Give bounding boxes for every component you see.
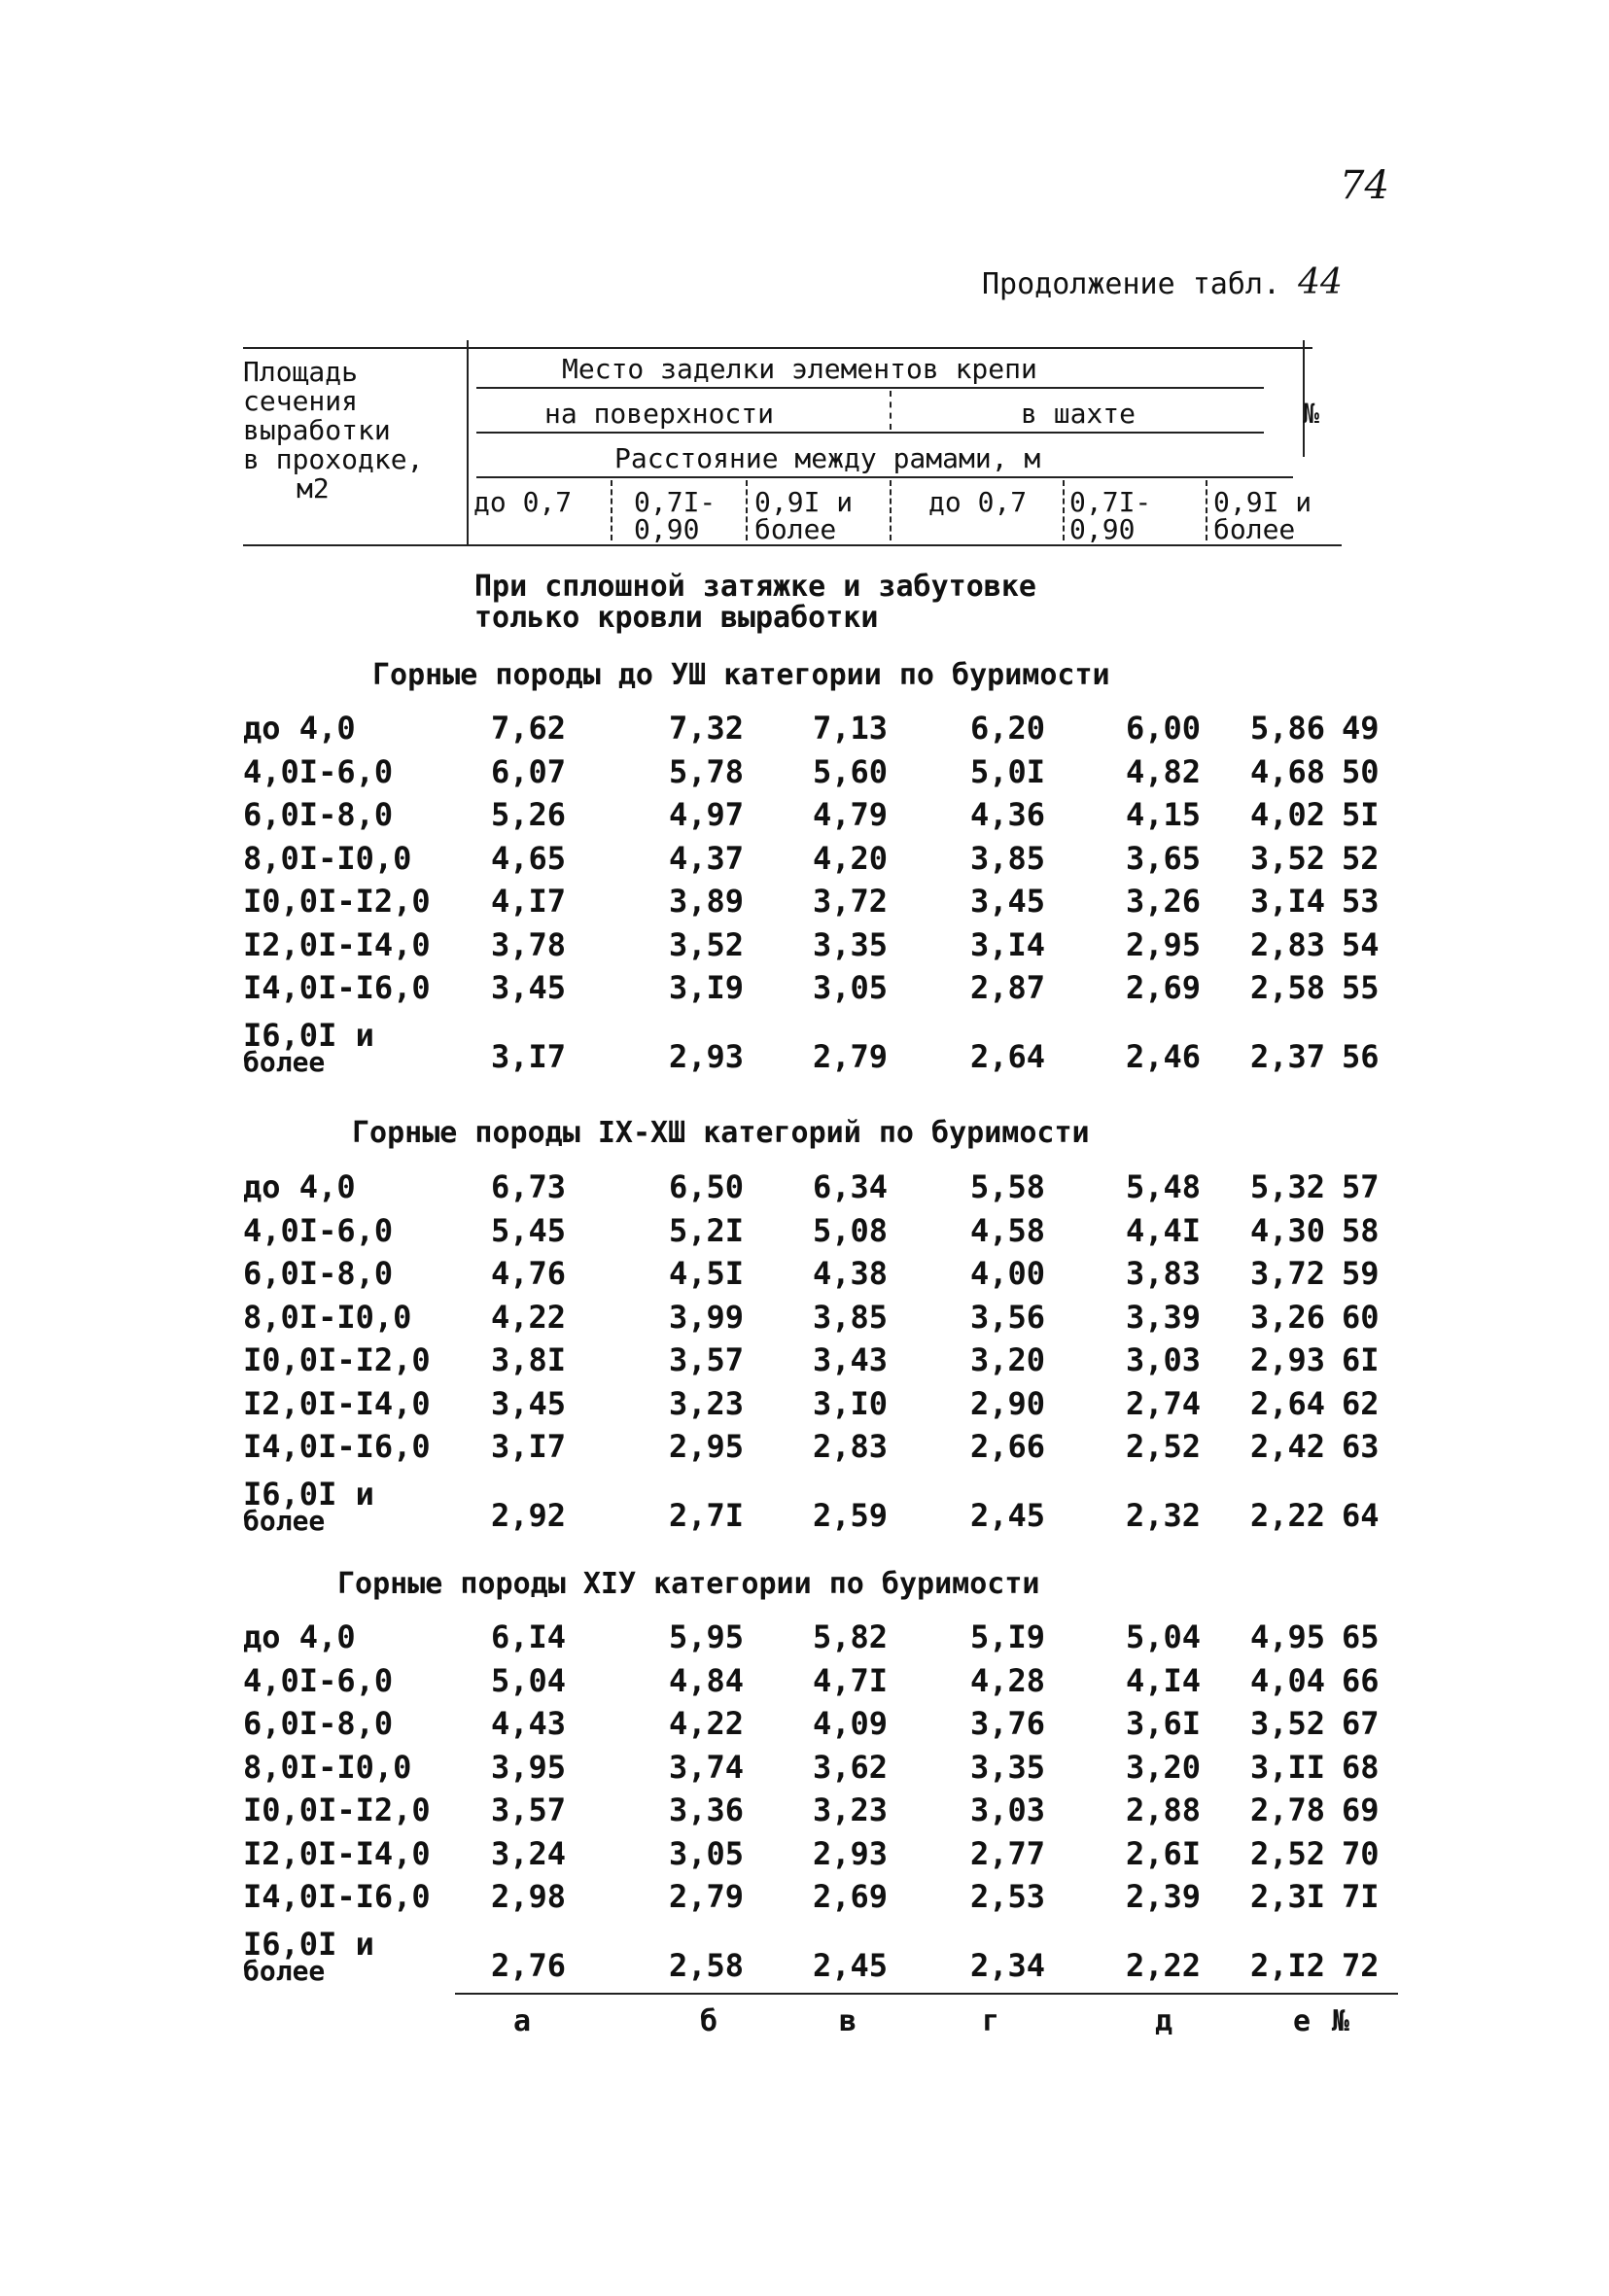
table-row — [0, 1618, 1609, 1657]
cell-value: 3,23 — [813, 1792, 889, 1828]
cell-value: 3,85 — [813, 1299, 889, 1336]
table-row — [0, 1212, 1609, 1251]
cell-value: 3,95 — [491, 1749, 567, 1786]
cell-value: 2,90 — [970, 1385, 1046, 1422]
cell-value: 2,58 — [1250, 969, 1326, 1006]
table-row — [0, 710, 1609, 748]
table-row — [0, 883, 1609, 922]
row-label: I4,0I-I6,0 — [243, 969, 431, 1006]
row-label: 6,0I-8,0 — [243, 1705, 394, 1742]
cell-value: 2,87 — [970, 969, 1046, 1006]
cell-value: 4,09 — [813, 1705, 889, 1742]
row-label: I0,0I-I2,0 — [243, 1341, 431, 1378]
row-label: 6,0I-8,0 — [243, 1255, 394, 1292]
cell-value: 3,65 — [1126, 840, 1202, 877]
cell-value: 2,52 — [1126, 1428, 1202, 1465]
cell-value: 4,79 — [813, 796, 889, 833]
row-number: 69 — [1342, 1792, 1380, 1828]
row-number: 70 — [1342, 1835, 1380, 1872]
table-continuation — [982, 262, 1343, 302]
table-row — [0, 1168, 1609, 1207]
cell-value: 5,2I — [669, 1212, 745, 1249]
cell-value: 2,98 — [491, 1878, 567, 1915]
cell-value: 4,38 — [813, 1255, 889, 1292]
cell-value: 3,35 — [813, 926, 889, 963]
cell-value: 2,93 — [1250, 1341, 1326, 1378]
row-label: до 4,0 — [243, 1168, 356, 1205]
cell-value: 5,82 — [813, 1618, 889, 1655]
cell-value: 4,I7 — [491, 883, 567, 920]
cell-value: 3,72 — [1250, 1255, 1326, 1292]
cell-value: 3,I7 — [491, 1428, 567, 1465]
cell-value: 2,69 — [813, 1878, 889, 1915]
cell-value: 6,50 — [669, 1168, 745, 1205]
col-a-header: до 0,7 — [473, 486, 573, 518]
row-label: I0,0I-I2,0 — [243, 883, 431, 920]
area-label: Площадь сечения выработки в проходке, м2 — [243, 356, 424, 504]
cell-value: 4,22 — [491, 1299, 567, 1336]
cell-value: 3,83 — [1126, 1255, 1202, 1292]
cell-value: 3,78 — [491, 926, 567, 963]
row-number: 63 — [1342, 1428, 1380, 1465]
cell-value: 5,26 — [491, 796, 567, 833]
cell-value: 3,62 — [813, 1749, 889, 1786]
row-label: I6,0I и — [243, 1476, 374, 1513]
cell-value: 6,34 — [813, 1168, 889, 1205]
cell-value: 4,7I — [813, 1662, 889, 1699]
table-row — [0, 1749, 1609, 1788]
cell-value: 3,85 — [970, 840, 1046, 877]
row-number: 6I — [1342, 1341, 1380, 1378]
distance-label: Расстояние между рамами, м — [614, 442, 1041, 474]
cell-value: 3,89 — [669, 883, 745, 920]
column-letter: д — [1155, 2004, 1173, 2038]
cell-value: 4,00 — [970, 1255, 1046, 1292]
row-number: 59 — [1342, 1255, 1380, 1292]
cell-value: 4,04 — [1250, 1662, 1326, 1699]
row-label: 4,0I-6,0 — [243, 1662, 394, 1699]
col-c-header: 0,9I и более — [754, 486, 854, 545]
row-label: 4,0I-6,0 — [243, 753, 394, 790]
cell-value: 2,66 — [970, 1428, 1046, 1465]
cell-value: 2,69 — [1126, 969, 1202, 1006]
column-letter: г — [982, 2004, 1000, 2038]
cell-value: 2,83 — [813, 1428, 889, 1465]
column-letter: б — [700, 2004, 718, 2038]
row-label: 6,0I-8,0 — [243, 796, 394, 833]
cell-value: 3,52 — [1250, 840, 1326, 877]
cell-value: 5,60 — [813, 753, 889, 790]
row-label-continued: более — [243, 1505, 326, 1537]
place-title: Место заделки элементов крепи — [562, 353, 1037, 385]
cell-value: 3,45 — [491, 1385, 567, 1422]
row-number: 56 — [1342, 1038, 1380, 1075]
cell-value: 3,24 — [491, 1835, 567, 1872]
cell-value: 2,3I — [1250, 1878, 1326, 1915]
table-row — [0, 1792, 1609, 1830]
cell-value: 4,5I — [669, 1255, 745, 1292]
row-number: 5I — [1342, 796, 1380, 833]
row-label: 8,0I-I0,0 — [243, 1299, 412, 1336]
column-letter: в — [839, 2004, 857, 2038]
cell-value: 2,77 — [970, 1835, 1046, 1872]
cell-value: 5,0I — [970, 753, 1046, 790]
table-row — [0, 1385, 1609, 1424]
cell-value: 4,36 — [970, 796, 1046, 833]
cell-value: 2,93 — [813, 1835, 889, 1872]
row-number: 65 — [1342, 1618, 1380, 1655]
cell-value: 7,13 — [813, 710, 889, 747]
row-number: 67 — [1342, 1705, 1380, 1742]
surface-label: на поверхности — [544, 398, 775, 430]
cell-value: 3,52 — [1250, 1705, 1326, 1742]
cell-value: 5,04 — [1126, 1618, 1202, 1655]
row-number: 50 — [1342, 753, 1380, 790]
row-label: I2,0I-I4,0 — [243, 926, 431, 963]
cell-value: 3,39 — [1126, 1299, 1202, 1336]
cell-value: 4,22 — [669, 1705, 745, 1742]
table-row — [0, 926, 1609, 965]
cell-value: 3,74 — [669, 1749, 745, 1786]
table-row — [0, 1476, 1609, 1537]
cell-value: 4,15 — [1126, 796, 1202, 833]
cell-value: 2,74 — [1126, 1385, 1202, 1422]
cell-value: 5,48 — [1126, 1168, 1202, 1205]
cell-value: 2,42 — [1250, 1428, 1326, 1465]
cell-value: 6,00 — [1126, 710, 1202, 747]
row-number: 62 — [1342, 1385, 1380, 1422]
row-label: I6,0I и — [243, 1017, 374, 1054]
cell-value: 2,83 — [1250, 926, 1326, 963]
cell-value: 3,56 — [970, 1299, 1046, 1336]
cell-value: 3,23 — [669, 1385, 745, 1422]
cell-value: 3,99 — [669, 1299, 745, 1336]
cell-value: 3,03 — [970, 1792, 1046, 1828]
row-label: I4,0I-I6,0 — [243, 1878, 431, 1915]
cell-value: 3,43 — [813, 1341, 889, 1378]
cell-value: 4,65 — [491, 840, 567, 877]
col-b-header: 0,7I- 0,90 — [634, 486, 717, 545]
cell-value: 3,05 — [669, 1835, 745, 1872]
cell-value: 2,79 — [669, 1878, 745, 1915]
table-row — [0, 796, 1609, 835]
table-row — [0, 753, 1609, 792]
cell-value: 7,62 — [491, 710, 567, 747]
number-label: № — [1303, 398, 1319, 430]
table-row — [0, 1878, 1609, 1917]
cell-value: 4,I4 — [1126, 1662, 1202, 1699]
row-label: 8,0I-I0,0 — [243, 1749, 412, 1786]
row-number: 57 — [1342, 1168, 1380, 1205]
table-row — [0, 1428, 1609, 1467]
continuation-text: Продолжение табл. — [982, 267, 1281, 301]
row-label: I2,0I-I4,0 — [243, 1835, 431, 1872]
table-row — [0, 840, 1609, 879]
cell-value: 2,64 — [1250, 1385, 1326, 1422]
cell-value: 3,26 — [1126, 883, 1202, 920]
cell-value: 2,45 — [813, 1947, 889, 1984]
cell-value: 2,53 — [970, 1878, 1046, 1915]
table-row — [0, 1341, 1609, 1380]
col-d-header: до 0,7 — [928, 486, 1028, 518]
row-number: 49 — [1342, 710, 1380, 747]
section-title: Горные породы до УШ категории по буримости — [372, 658, 1110, 692]
cell-value: 3,I7 — [491, 1038, 567, 1075]
cell-value: 3,45 — [491, 969, 567, 1006]
cell-value: 2,76 — [491, 1947, 567, 1984]
row-label: I6,0I и — [243, 1926, 374, 1963]
cell-value: 2,52 — [1250, 1835, 1326, 1872]
row-number: 53 — [1342, 883, 1380, 920]
cell-value: 5,78 — [669, 753, 745, 790]
cell-value: 2,88 — [1126, 1792, 1202, 1828]
row-number: 66 — [1342, 1662, 1380, 1699]
row-number: 60 — [1342, 1299, 1380, 1336]
cell-value: 6,73 — [491, 1168, 567, 1205]
cell-value: 3,II — [1250, 1749, 1326, 1786]
row-number: 7I — [1342, 1878, 1380, 1915]
cell-value: 5,04 — [491, 1662, 567, 1699]
column-letter: а — [513, 2004, 532, 2038]
cell-value: 3,20 — [970, 1341, 1046, 1378]
row-number: 55 — [1342, 969, 1380, 1006]
cell-value: 6,07 — [491, 753, 567, 790]
table-row — [0, 1299, 1609, 1338]
cell-value: 2,7I — [669, 1497, 745, 1534]
cell-value: 3,I0 — [813, 1385, 889, 1422]
table-row — [0, 1017, 1609, 1078]
cell-value: 3,I9 — [669, 969, 745, 1006]
cell-value: 4,58 — [970, 1212, 1046, 1249]
shaft-label: в шахте — [1021, 398, 1137, 430]
cell-value: 2,46 — [1126, 1038, 1202, 1075]
cell-value: 5,08 — [813, 1212, 889, 1249]
column-letter: е — [1293, 2004, 1312, 2038]
cell-value: 5,58 — [970, 1168, 1046, 1205]
cell-value: 3,03 — [1126, 1341, 1202, 1378]
row-label: 4,0I-6,0 — [243, 1212, 394, 1249]
cell-value: 2,6I — [1126, 1835, 1202, 1872]
cell-value: 4,02 — [1250, 796, 1326, 833]
cell-value: 5,45 — [491, 1212, 567, 1249]
row-label-continued: более — [243, 1955, 326, 1987]
cell-value: 3,45 — [970, 883, 1046, 920]
cell-value: 3,72 — [813, 883, 889, 920]
table-row — [0, 1705, 1609, 1744]
row-number: 58 — [1342, 1212, 1380, 1249]
cell-value: 2,22 — [1250, 1497, 1326, 1534]
table-row — [0, 1835, 1609, 1874]
cell-value: 3,I4 — [1250, 883, 1326, 920]
cell-value: 2,59 — [813, 1497, 889, 1534]
cell-value: 3,36 — [669, 1792, 745, 1828]
cell-value: 4,95 — [1250, 1618, 1326, 1655]
cell-value: 5,I9 — [970, 1618, 1046, 1655]
cell-value: 4,68 — [1250, 753, 1326, 790]
table-row — [0, 1662, 1609, 1701]
cell-value: 4,30 — [1250, 1212, 1326, 1249]
cell-value: 4,82 — [1126, 753, 1202, 790]
cell-value: 4,43 — [491, 1705, 567, 1742]
cell-value: 5,95 — [669, 1618, 745, 1655]
cell-value: 2,79 — [813, 1038, 889, 1075]
row-label: до 4,0 — [243, 710, 356, 747]
cell-value: 2,95 — [669, 1428, 745, 1465]
cell-value: 3,20 — [1126, 1749, 1202, 1786]
cell-value: 4,20 — [813, 840, 889, 877]
table-row — [0, 1926, 1609, 1987]
cell-value: 4,76 — [491, 1255, 567, 1292]
cell-value: 2,95 — [1126, 926, 1202, 963]
cell-value: 4,37 — [669, 840, 745, 877]
row-label: I0,0I-I2,0 — [243, 1792, 431, 1828]
cell-value: 3,I4 — [970, 926, 1046, 963]
cell-value: 3,57 — [491, 1792, 567, 1828]
row-number: 52 — [1342, 840, 1380, 877]
page-number: 74 — [1340, 163, 1389, 208]
table-number: 44 — [1298, 262, 1343, 302]
cell-value: 2,45 — [970, 1497, 1046, 1534]
cell-value: 7,32 — [669, 710, 745, 747]
table-subtitle: При сплошной затяжке и забутовке только кровли выработки — [474, 570, 1036, 635]
cell-value: 2,93 — [669, 1038, 745, 1075]
table-row — [0, 969, 1609, 1008]
cell-value: 5,86 — [1250, 710, 1326, 747]
row-label: до 4,0 — [243, 1618, 356, 1655]
cell-value: 3,26 — [1250, 1299, 1326, 1336]
cell-value: 3,8I — [491, 1341, 567, 1378]
cell-value: 2,I2 — [1250, 1947, 1326, 1984]
row-label: I4,0I-I6,0 — [243, 1428, 431, 1465]
col-f-header: 0,9I и более — [1213, 486, 1312, 545]
cell-value: 4,97 — [669, 796, 745, 833]
cell-value: 2,32 — [1126, 1497, 1202, 1534]
row-number: 68 — [1342, 1749, 1380, 1786]
cell-value: 4,84 — [669, 1662, 745, 1699]
cell-value: 2,92 — [491, 1497, 567, 1534]
section-title: Горные породы XIУ категории по буримости — [337, 1567, 1040, 1601]
row-label: I2,0I-I4,0 — [243, 1385, 431, 1422]
cell-value: 3,6I — [1126, 1705, 1202, 1742]
cell-value: 2,58 — [669, 1947, 745, 1984]
column-letter: № — [1332, 2004, 1350, 2038]
row-label: 8,0I-I0,0 — [243, 840, 412, 877]
cell-value: 2,37 — [1250, 1038, 1326, 1075]
row-number: 54 — [1342, 926, 1380, 963]
cell-value: 3,57 — [669, 1341, 745, 1378]
cell-value: 3,76 — [970, 1705, 1046, 1742]
cell-value: 2,39 — [1126, 1878, 1202, 1915]
cell-value: 2,64 — [970, 1038, 1046, 1075]
cell-value: 3,35 — [970, 1749, 1046, 1786]
cell-value: 6,20 — [970, 710, 1046, 747]
cell-value: 6,I4 — [491, 1618, 567, 1655]
cell-value: 5,32 — [1250, 1168, 1326, 1205]
row-number: 64 — [1342, 1497, 1380, 1534]
cell-value: 2,34 — [970, 1947, 1046, 1984]
cell-value: 2,78 — [1250, 1792, 1326, 1828]
cell-value: 3,05 — [813, 969, 889, 1006]
section-title: Горные породы IX-ХШ категорий по буримости — [352, 1116, 1090, 1150]
row-label-continued: более — [243, 1046, 326, 1078]
table-row — [0, 1255, 1609, 1294]
cell-value: 3,52 — [669, 926, 745, 963]
cell-value: 4,4I — [1126, 1212, 1202, 1249]
cell-value: 2,22 — [1126, 1947, 1202, 1984]
col-e-header: 0,7I- 0,90 — [1069, 486, 1152, 545]
cell-value: 4,28 — [970, 1662, 1046, 1699]
row-number: 72 — [1342, 1947, 1380, 1984]
